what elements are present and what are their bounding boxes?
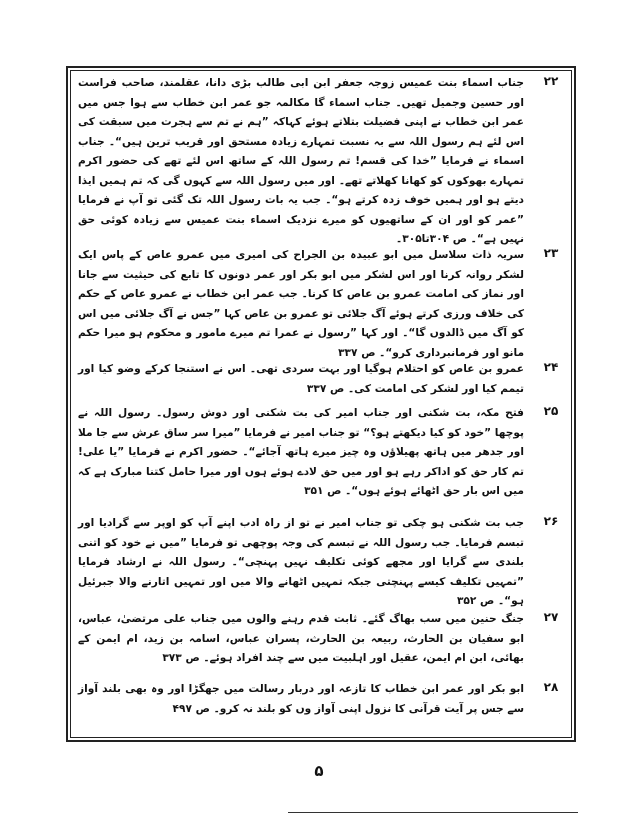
- entry-number: ۲۶: [543, 514, 559, 528]
- entry-text: سریہ ذات سلاسل میں ابو عبیدہ بن الجراح کی امیری میں عمرو عاص کے پاس ایک لشکر روانہ کرنا اور اس لشکر میں ابو بکر اور عمر دونوں کا تابع کی حیثیت سے جانا اور نماز کی امامت عمرو بن عاص کا کرنا۔ جب عمر ابن خطاب نے عمرو عاص کے حکم کی خلاف ورزی کرتے ہوئے آگ جلائی تو عمرو بن عاص کہا ”جس نے آگ جلائی میں اس کو آگ میں ڈالدوں گا“۔ اور کہا ”رسول نے عمرا تم میرے مامور و محکوم ہو میرا حکم مانو اور فرمانبرداری کرو“۔ ص ۳۳۷: [78, 249, 524, 359]
- entry-number: ۲۸: [543, 680, 559, 694]
- page-number: ۵: [314, 762, 324, 780]
- entry-number: ۲۷: [543, 610, 559, 624]
- list-item: [78, 246, 564, 359]
- list-item: [78, 404, 564, 497]
- entry-number: ۲۲: [543, 74, 559, 88]
- entry-text: ابو بکر اور عمر ابن خطاب کا تازعہ اور دربار رسالت میں جھگڑا اور وہ بھی بلند آواز سے جس پر آیت قرآنی کا نزول اپنی آواز وں کو بلند نہ کرو۔ ص ۴۹۷: [78, 683, 524, 715]
- list-item: [78, 74, 564, 245]
- list-item: [78, 680, 564, 730]
- entry-number: ۲۴: [543, 360, 559, 374]
- list-item: [78, 610, 564, 670]
- entry-text: جنگ حنین میں سب بھاگ گئے۔ ثابت قدم رہنے والوں میں جناب علی مرتضیٰ، عباس، ابو سفیان بن الحارث، ربیعہ بن الحارث، پسران عباس، اسامہ بن زید، ام ایمن کے بھائی، ابن ام ایمن، عقیل اور اہلبیت میں سے چند افراد ہوئے۔ ص ۳۷۳: [78, 613, 524, 664]
- footer-divider: [288, 812, 578, 813]
- list-item: [78, 360, 564, 395]
- entry-text: فتح مکہ، بت شکنی اور جناب امیر کی بت شکنی اور دوش رسول۔ رسول اللہ نے پوچھا ”خود کو کیا دیکھتے ہو؟“ تو جناب امیر نے فرمایا ”میرا سر ساق عرش سے جا ملا اور جدھر میں ہاتھ پھیلاؤں وہ چیز میرے ہاتھ آجائے“۔ حضور اکرم نے فرمایا ”یا علی! تم کار حق کو اداکر رہے ہو اور میں حق لادے ہوئے ہوں اور میرا حامل کتنا مبارک ہے کہ میں اس بار حق اٹھائے ہوئے ہوں“۔ ص ۳۵۱: [78, 407, 524, 497]
- entry-text: عمرو بن عاص کو احتلام ہوگیا اور بہت سردی تھی۔ اس نے استنجا کرکے وضو کیا اور تیمم کیا اور لشکر کی امامت کی۔ ص ۳۳۷: [78, 363, 524, 395]
- list-item: [78, 514, 564, 607]
- entry-number: ۲۵: [543, 404, 559, 418]
- entry-number: ۲۳: [543, 246, 559, 260]
- entry-text: جب بت شکنی ہو چکی تو جناب امیر نے تو از راہ ادب اپنے آپ کو اوپر سے گرادیا اور تبسم فرمایا۔ جب رسول اللہ نے تبسم کی وجہ پوچھی تو فرمایا ”میں نے خود کو اتنی بلندی سے گرایا اور مجھے کوئی تکلیف نہیں پہنچی“۔ رسول اللہ نے ارشاد فرمایا ”تمہیں تکلیف کیسے پہنچتی جبکہ تمہیں اٹھانے والا میں اور تمہیں اتارنے والا جبرئیل ہو“۔ ص ۳۵۲: [78, 517, 524, 607]
- entry-text: جناب اسماء بنت عمیس زوجہ جعفر ابن ابی طالب بڑی دانا، عقلمند، صاحب فراست اور حسین وجمیل تھیں۔ جناب اسماء گا مکالمہ جو عمر ابن خطاب سے ہوا جس میں عمر ابن خطاب نے اپنی فضیلت بتلاتے ہوئے کہاکہ ”ہم نے تم سے ہجرت میں سبقت کی اس لئے ہم رسول اللہ سے بہ نسبت تمہارے زیادہ مستحق اور قریب ترین ہیں“۔ جناب اسماء نے فرمایا ”خدا کی قسم! تم رسول اللہ کے ساتھ اس لئے تھے کی حضور اکرم تمہارے بھوکوں کو کھانا کھلاتے تھے۔ اور میں رسول اللہ سے کہوں گی کہ تم ہمیں ایذا دیتے ہو اور ہمیں خوف زدہ کرتے ہو“۔ جب یہ بات رسول اللہ تک گئی تو آپ نے فرمایا ”عمر کو اور ان کے ساتھیوں کو میرے نزدیک اسماء بنت عمیس سے زیادہ کوئی حق نہیں ہے“۔ ص ۳۰۴تا۳۰۵۔: [78, 77, 524, 245]
